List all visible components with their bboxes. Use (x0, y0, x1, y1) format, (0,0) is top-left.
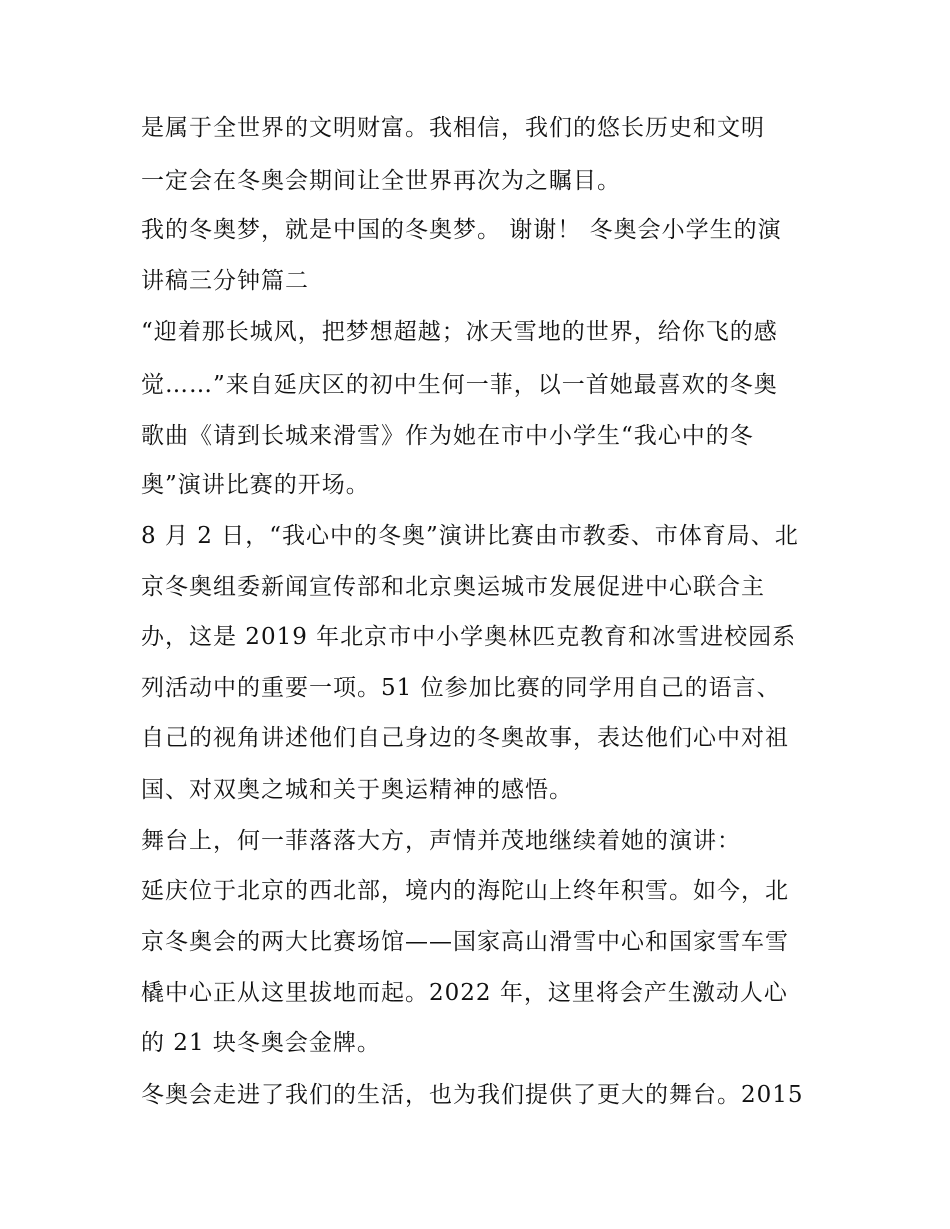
text-line: 奥”演讲比赛的开场。 (141, 472, 370, 498)
text-line: 国、对双奥之城和关于奥运精神的感悟。 (141, 777, 573, 803)
text-line: “迎着那长城风，把梦想超越；冰天雪地的世界，给你飞的感 (141, 319, 778, 345)
text-line: 冬奥会走进了我们的生活，也为我们提供了更大的舞台。2015 (141, 1082, 804, 1108)
text-line: 觉……”来自延庆区的初中生何一菲，以一首她最喜欢的冬奥 (141, 372, 778, 398)
text-line: 列活动中的重要一项。51 位参加比赛的同学用自己的语言、 (141, 675, 781, 701)
text-line: 的 21 块冬奥会金牌。 (141, 1030, 381, 1056)
text-line: 办，这是 2019 年北京市中小学奥林匹克教育和冰雪进校园系 (141, 624, 797, 650)
text-line: 一定会在冬奥会期间让全世界再次为之瞩目。 (141, 168, 621, 194)
text-line: 讲稿三分钟篇二 (141, 268, 309, 294)
text-line: 8 月 2 日，“我心中的冬奥”演讲比赛由市教委、市体育局、北 (141, 523, 799, 549)
text-line: 京冬奥会的两大比赛场馆——国家高山滑雪中心和国家雪车雪 (141, 929, 789, 955)
text-line: 延庆位于北京的西北部，境内的海陀山上终年积雪。如今，北 (141, 878, 789, 904)
text-line: 京冬奥组委新闻宣传部和北京奥运城市发展促进中心联合主 (141, 574, 765, 600)
text-line: 歌曲《请到长城来滑雪》作为她在市中小学生“我心中的冬 (141, 423, 754, 449)
text-line: 是属于全世界的文明财富。我相信，我们的悠长历史和文明 (141, 115, 765, 141)
text-line: 橇中心正从这里拔地而起。2022 年，这里将会产生激动人心 (141, 980, 788, 1006)
text-line: 我的冬奥梦，就是中国的冬奥梦。 谢谢！ 冬奥会小学生的演 (141, 217, 782, 243)
text-line: 自己的视角讲述他们自己身边的冬奥故事，表达他们心中对祖 (141, 725, 789, 751)
text-line: 舞台上，何一菲落落大方，声情并茂地继续着她的演讲： (141, 828, 741, 854)
